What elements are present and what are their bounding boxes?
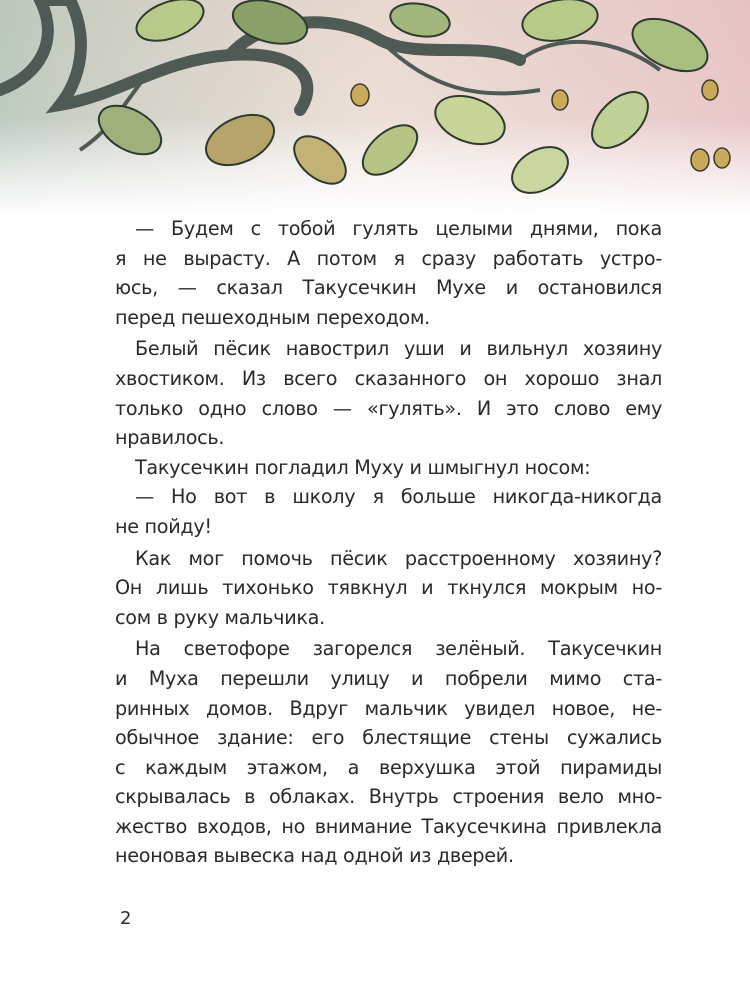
page-number: 2	[120, 908, 132, 929]
text-line: хвостиком. Из всего сказанного он хорошо знал	[115, 366, 662, 390]
text-line: не пойду!	[115, 514, 212, 538]
text-line: юсь, — сказал Такусечкин Мухе и остановился	[115, 276, 662, 300]
oak-branch-illustration	[0, 0, 750, 215]
text-line: скрывалась в облаках. Внутрь строения вело мно-	[115, 785, 662, 809]
text-line: только одно слово — «гулять». И это слово ему	[115, 396, 662, 420]
text-line: сом в руку мальчика.	[115, 605, 325, 629]
text-line: нравилось.	[115, 426, 225, 450]
text-line: Такусечкин погладил Муху и шмыгнул носом:	[135, 455, 591, 479]
text-line: Белый пёсик навострил уши и вильнул хозяину	[135, 337, 662, 361]
text-line: с каждым этажом, а верхушка этой пирамиды	[115, 755, 662, 779]
text-line: и Муха перешли улицу и побрели мимо ста-	[115, 666, 662, 690]
text-line: Он лишь тихонько тявкнул и ткнулся мокрым но-	[115, 576, 662, 600]
text-line: я не вырасту. А потом я сразу работать устро-	[115, 246, 662, 270]
text-line: жество входов, но внимание Такусечкина привлекла	[115, 814, 662, 838]
text-line: ринных домов. Вдруг мальчик увидел новое, не-	[115, 696, 662, 720]
text-line: перед пешеходным переходом.	[115, 305, 430, 329]
text-line: — Но вот в школу я больше никогда-никогда	[135, 485, 662, 509]
text-line: обычное здание: его блестящие стены сужались	[115, 726, 662, 750]
text-line: неоновая вывеска над одной из дверей.	[115, 844, 514, 868]
story-text	[115, 214, 662, 871]
text-line: Как мог помочь пёсик расстроенному хозяину?	[135, 546, 662, 570]
text-line: — Будем с тобой гулять целыми днями, пока	[135, 217, 662, 240]
text-line: На светофоре загорелся зелёный. Такусечкин	[135, 637, 662, 661]
